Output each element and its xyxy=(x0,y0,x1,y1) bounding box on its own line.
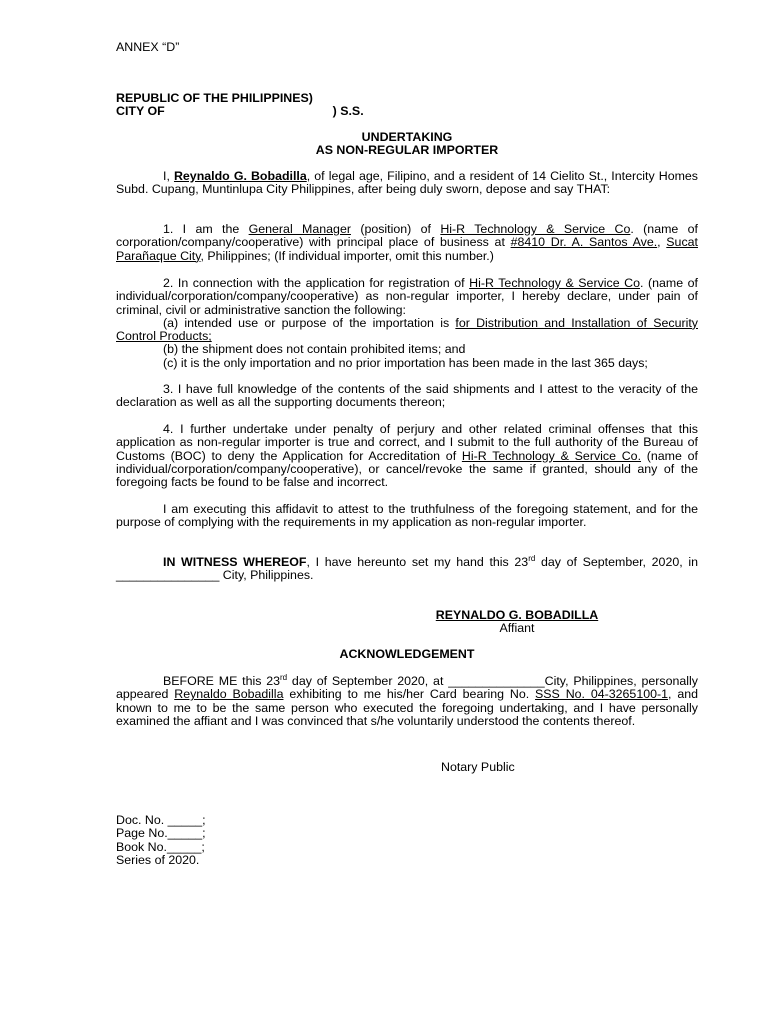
business-city: Sucat Parañaque City xyxy=(116,235,698,263)
witness-paragraph: IN WITNESS WHEREOF, I have hereunto set my hand this 23rd day of September, 2020, in _______________ City, Philippines. xyxy=(116,553,698,583)
acknowledgement-title: ACKNOWLEDGEMENT xyxy=(339,647,475,661)
acknowledgement-paragraph: BEFORE ME this 23rd day of September 2020, at ______________City, Philippines, personally appeared Reynaldo Bobadilla exhibiting to me his/her Card bearing No. SSS No. 04-3265100-1, and known to me to be the same person who executed the foregoing undertaking, and I have personally examined the affiant and I was convinced that s/he voluntarily understood the contents thereof. xyxy=(116,672,699,728)
document-title xyxy=(116,131,698,158)
venue-city-label: CITY OF xyxy=(116,104,165,119)
affiant-label: Affiant xyxy=(499,621,535,636)
title-line-1: UNDERTAKING xyxy=(361,130,453,144)
paragraph-3: 3. I have full knowledge of the contents of the said shipments and I attest to the veracity of the declaration as well as all the supporting documents thereon; xyxy=(116,382,698,410)
card-number: SSS No. 04-3265100-1 xyxy=(535,687,669,702)
venue-city-line xyxy=(116,105,698,118)
page-number: Page No._____; xyxy=(116,826,206,841)
notary-public-label: Notary Public xyxy=(441,760,515,774)
doc-number: Doc. No. _____; xyxy=(116,813,206,827)
title-line-2: AS NON-REGULAR IMPORTER xyxy=(315,143,499,158)
paragraph-5: I am executing this affidavit to attest to the truthfulness of the foregoing statement, and for the purpose of complying with the requirements in my application as non-regular importer. xyxy=(116,502,698,530)
item-a: (a) intended use or purpose of the importation is for Distribution and Installation of Security Control Products; xyxy=(116,315,698,344)
venue-block xyxy=(116,92,698,119)
affiant-signature-block xyxy=(412,609,622,636)
item-c: (c) it is the only importation and no prior importation has been made in the last 365 days; xyxy=(163,355,648,370)
paragraph-2: 2. In connection with the application for registration of Hi-R Technology & Service Co. (name of individual/corporation/company/cooperative) as non-regular importer, I hereby declare, under pain of criminal, civil or administrative sanction the following: (a) intended use or purpose of the importation is for Distribution and Installation of Security Control Products; (b) the shipment does not contain prohibited items; and (c) it is the only importation and no prior importation has been made in the last 365 days; xyxy=(116,276,698,370)
notarial-register xyxy=(116,814,698,867)
company-name: Hi-R Technology & Service Co xyxy=(469,276,640,290)
paragraph-1: 1. I am the General Manager (position) of Hi-R Technology & Service Co. (name of corporation/company/cooperative) with principal place of business at #8410 Dr. A. Santos Ave., Sucat Parañaque City, Philippines; (If individual importer, omit this number.) xyxy=(116,222,698,263)
business-address: #8410 Dr. A. Santos Ave. xyxy=(510,235,658,250)
item-b: (b) the shipment does not contain prohibited items; and xyxy=(163,342,466,357)
intro-paragraph: I, Reynaldo G. Bobadilla, of legal age, Filipino, and a resident of 14 Cielito St., Intercity Homes Subd. Cupang, Muntinlupa City Philippines, after being duly sworn, depose and say THAT: xyxy=(116,169,698,197)
position-value: General Manager xyxy=(248,222,351,236)
company-name: Hi-R Technology & Service Co xyxy=(440,222,631,236)
series-year: Series of 2020. xyxy=(116,852,200,867)
import-purpose: for Distribution and Installation of Security Control Products; xyxy=(116,315,698,344)
venue-ss: ) S.S. xyxy=(332,104,364,119)
annex-label: ANNEX “D” xyxy=(116,40,180,54)
appearing-person: Reynaldo Bobadilla xyxy=(174,687,284,702)
company-name: Hi-R Technology & Service Co. xyxy=(461,448,642,463)
affiant-name-inline: Reynaldo G. Bobadilla xyxy=(173,169,307,183)
book-number: Book No._____; xyxy=(116,839,205,854)
venue-republic: REPUBLIC OF THE PHILIPPINES) xyxy=(116,91,313,105)
affiant-name: REYNALDO G. BOBADILLA xyxy=(435,608,599,622)
paragraph-4: 4. I further undertake under penalty of perjury and other related criminal offenses that this application as non-regular importer is true and correct, and I submit to the full authority of the Bureau of Customs (BOC) to deny the Application for Accreditation of Hi-R Technology & Service Co. (name of individual/corporation/company/cooperative), or cancel/revoke the same if granted, should any of the foregoing facts be found to be false and incorrect. xyxy=(116,422,698,490)
